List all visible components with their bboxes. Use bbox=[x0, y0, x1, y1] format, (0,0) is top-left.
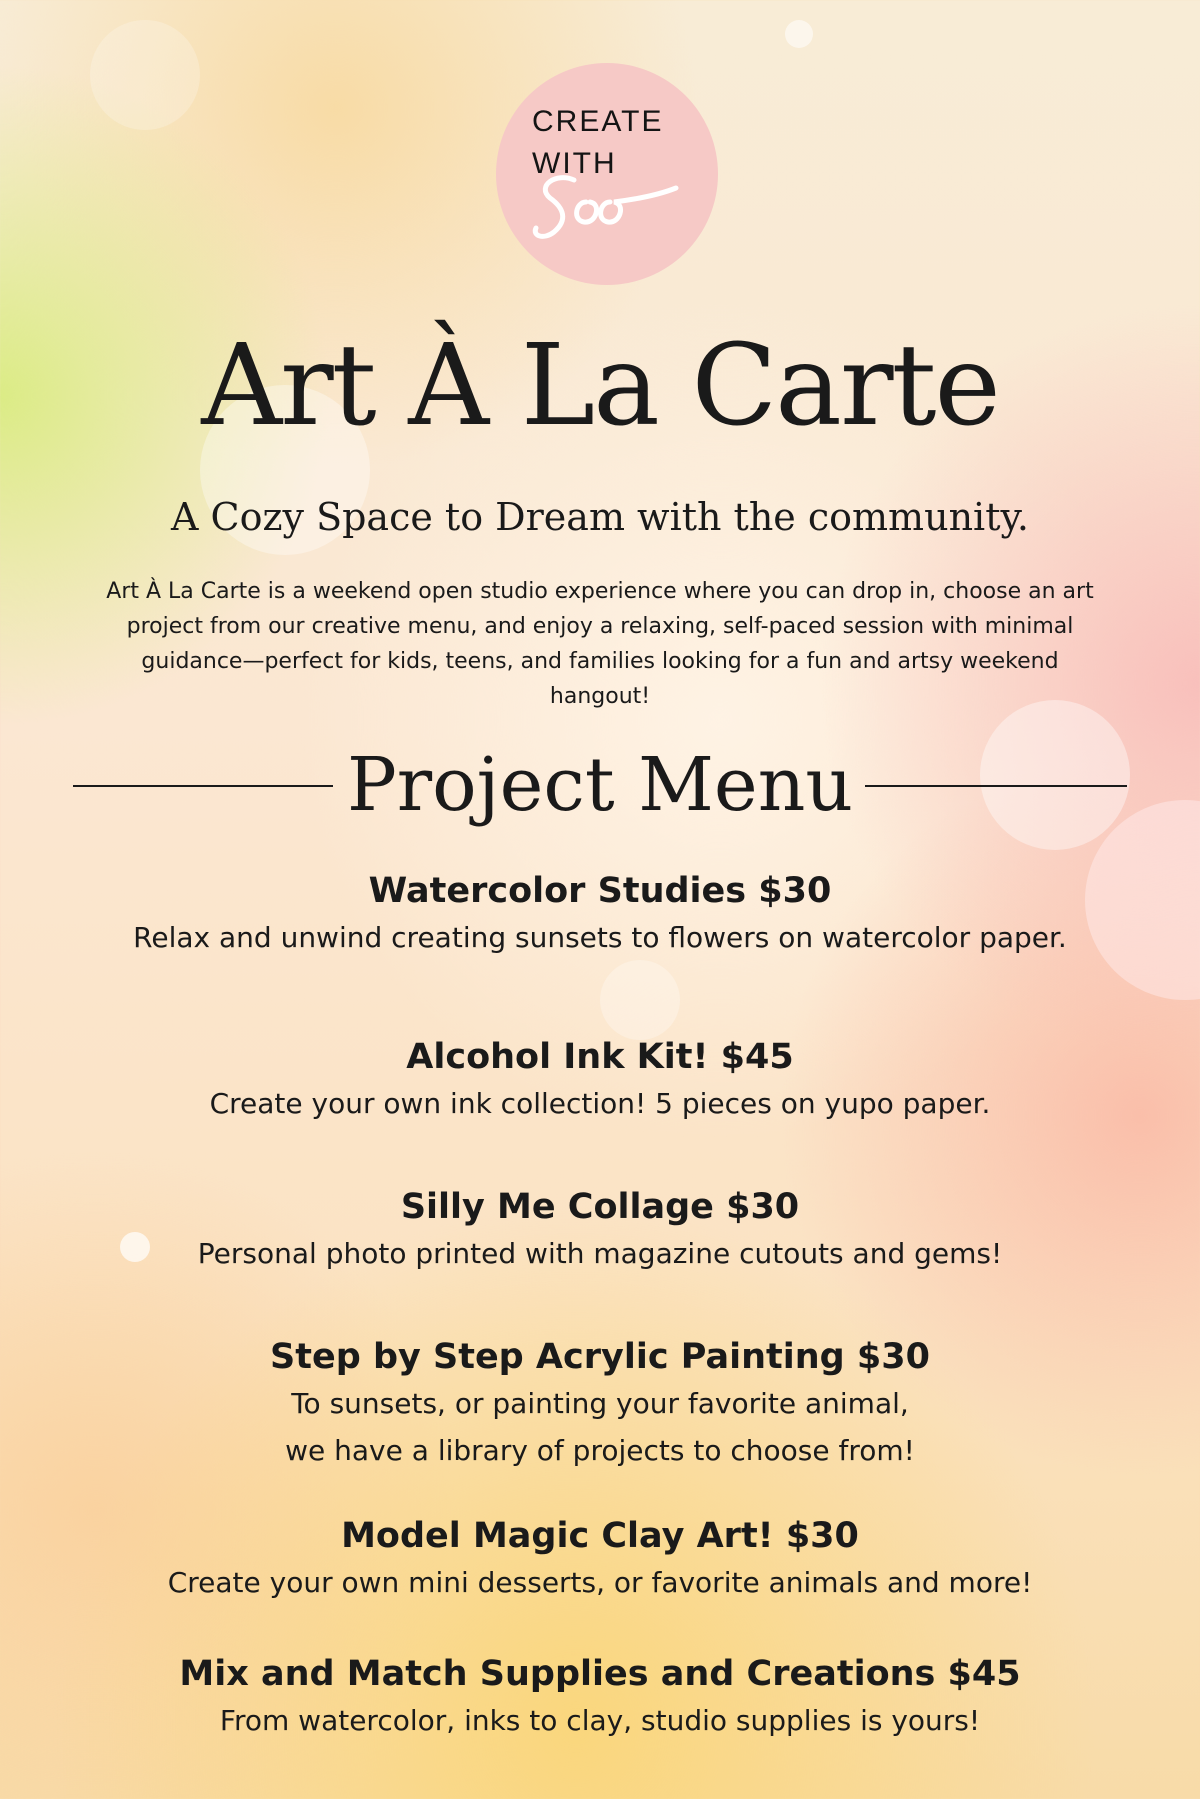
section-divider-right bbox=[865, 785, 1127, 787]
section-title-project-menu: Project Menu bbox=[346, 742, 854, 828]
logo-text-create: CREATE bbox=[532, 105, 664, 138]
logo-text-with: WITH bbox=[532, 147, 617, 180]
menu-item-name: Step by Step Acrylic Painting $30 bbox=[270, 1337, 930, 1377]
menu-item-mix-and-match bbox=[100, 1651, 1100, 1744]
menu-item-alcohol-ink bbox=[100, 1034, 1100, 1127]
menu-item-clay bbox=[100, 1513, 1100, 1606]
menu-item-name: Mix and Match Supplies and Creations $45 bbox=[179, 1654, 1021, 1694]
menu-item-description: To sunsets, or painting your favorite animal, bbox=[291, 1387, 909, 1420]
menu-item-name: Model Magic Clay Art! $30 bbox=[341, 1516, 859, 1556]
menu-item-name: Alcohol Ink Kit! $45 bbox=[406, 1037, 794, 1077]
bokeh-light bbox=[90, 20, 200, 130]
tagline: A Cozy Space to Dream with the community. bbox=[171, 495, 1029, 539]
bokeh-light bbox=[600, 960, 680, 1040]
menu-item-watercolor bbox=[100, 868, 1100, 961]
menu-item-acrylic bbox=[100, 1334, 1100, 1474]
menu-item-name: Watercolor Studies $30 bbox=[368, 871, 832, 911]
bokeh-light bbox=[1085, 800, 1200, 1000]
menu-item-description: Personal photo printed with magazine cutouts and gems! bbox=[197, 1237, 1003, 1270]
page-title: Art À La Carte bbox=[201, 321, 999, 451]
bokeh-light bbox=[785, 20, 813, 48]
brand-logo bbox=[496, 63, 718, 285]
menu-item-collage bbox=[100, 1184, 1100, 1277]
menu-item-description: Create your own ink collection! 5 pieces on yupo paper. bbox=[209, 1087, 991, 1120]
menu-item-description: From watercolor, inks to clay, studio supplies is yours! bbox=[219, 1704, 981, 1737]
menu-item-description: Create your own mini desserts, or favorite animals and more! bbox=[167, 1566, 1033, 1599]
menu-item-description-line2: we have a library of projects to choose from! bbox=[285, 1434, 915, 1467]
logo-script-signature bbox=[526, 158, 701, 248]
intro-paragraph: Art À La Carte is a weekend open studio experience where you can drop in, choose an art project from our creative menu, and enjoy a relaxing, self-paced session with minimal guidance—perfect for kids, teens, and families looking for a fun and artsy weekend hangout! bbox=[106, 579, 1094, 709]
menu-item-name: Silly Me Collage $30 bbox=[400, 1187, 800, 1227]
menu-item-description: Relax and unwind creating sunsets to flowers on watercolor paper. bbox=[133, 921, 1067, 954]
